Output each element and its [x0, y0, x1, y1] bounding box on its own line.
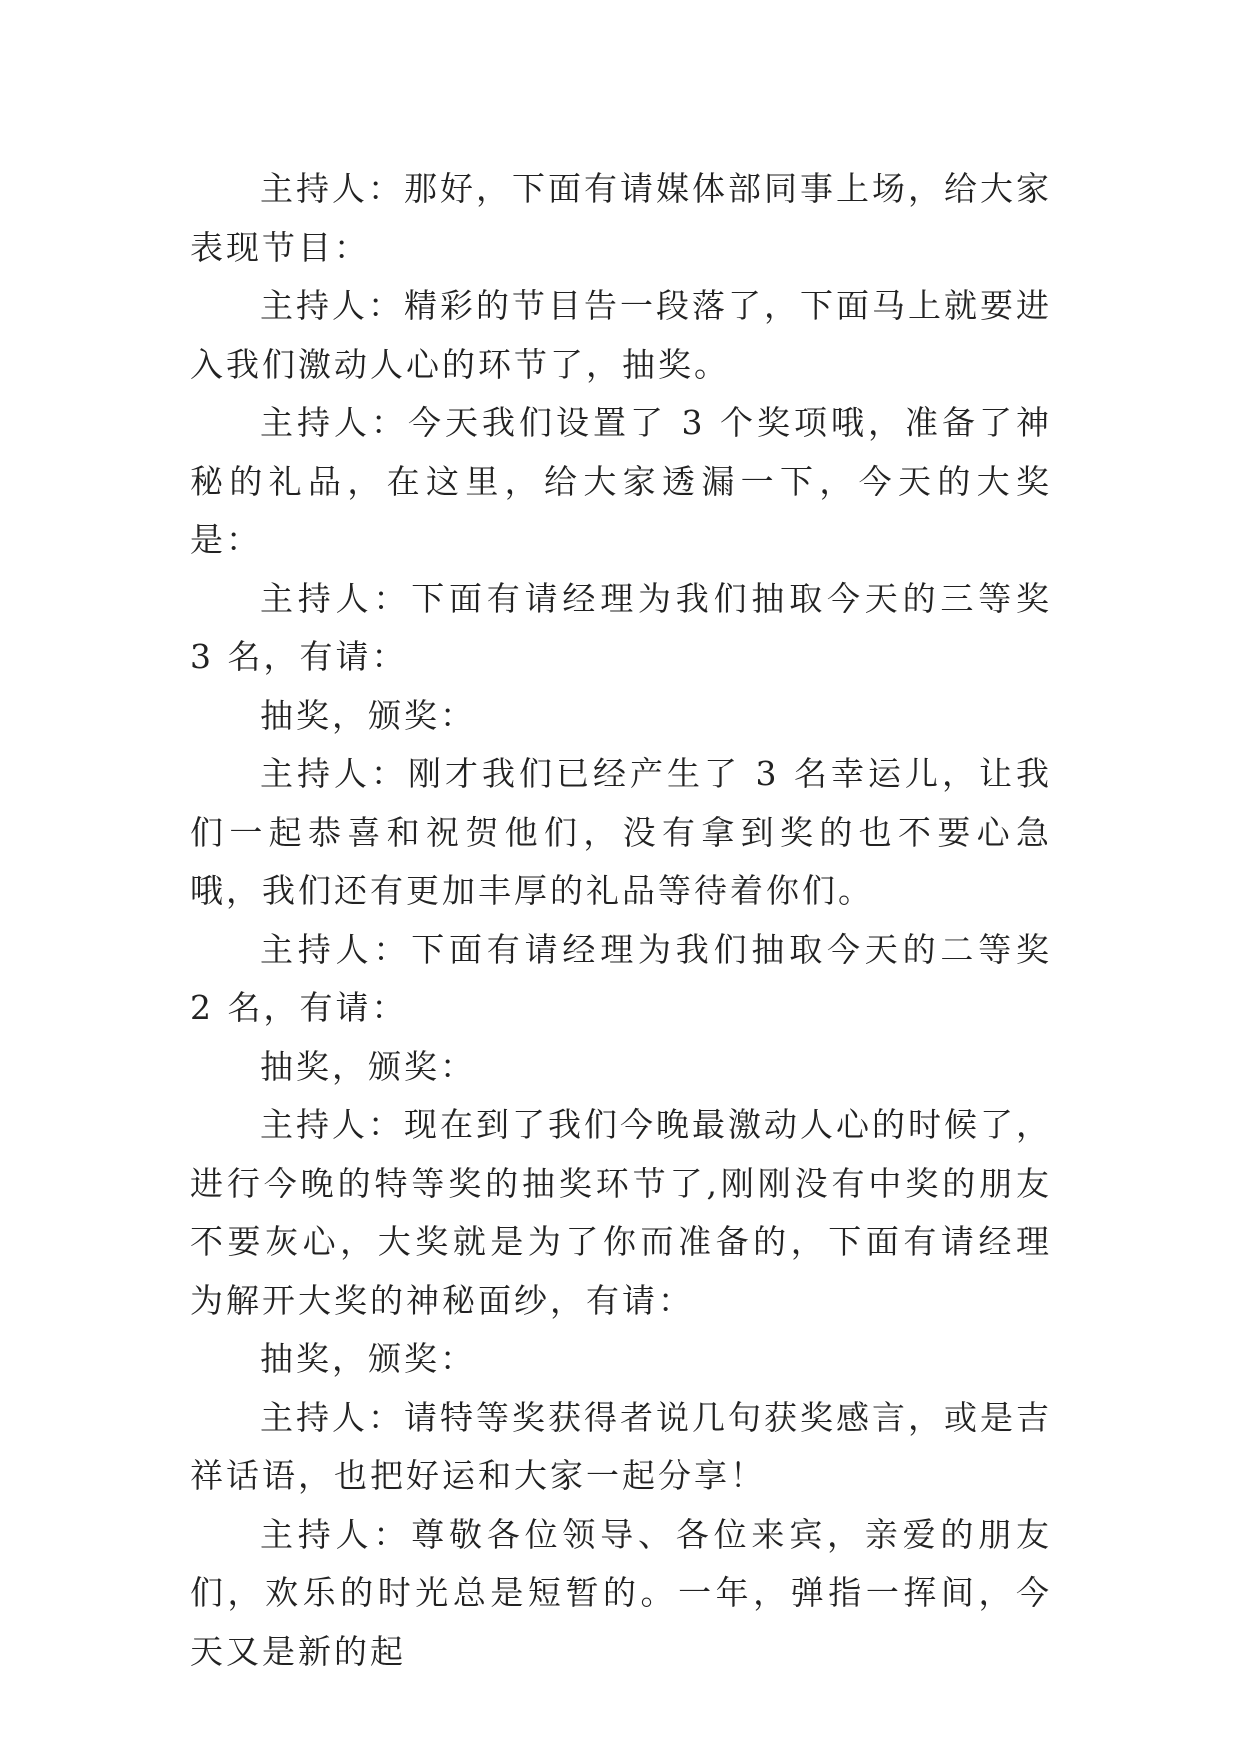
document-body [190, 160, 1052, 1681]
paragraph: 抽奖，颁奖： [260, 695, 476, 735]
paragraph: 主持人：精彩的节目告一段落了，下面马上就要进入我们激动人心的环节了，抽奖。 [190, 286, 1052, 384]
paragraph: 抽奖，颁奖： [260, 1046, 476, 1086]
paragraph: 主持人：今天我们设置了 3 个奖项哦，准备了神秘的礼品，在这里，给大家透漏一下，今天的大奖是： [190, 403, 1052, 559]
paragraph: 主持人：下面有请经理为我们抽取今天的二等奖 2 名，有请： [190, 929, 1052, 1027]
paragraph: 主持人：那好，下面有请媒体部同事上场，给大家表现节目： [190, 169, 1052, 267]
paragraph: 主持人：尊敬各位领导、各位来宾，亲爱的朋友们，欢乐的时光总是短暂的。一年，弹指一挥间，今天又是新的起 [190, 1514, 1052, 1671]
paragraph: 主持人：请特等奖获得者说几句获奖感言，或是吉祥话语，也把好运和大家一起分享！ [190, 1397, 1052, 1495]
paragraph: 主持人：刚才我们已经产生了 3 名幸运儿，让我们一起恭喜和祝贺他们，没有拿到奖的也不要心急哦，我们还有更加丰厚的礼品等待着你们。 [190, 754, 1052, 910]
paragraph: 主持人：下面有请经理为我们抽取今天的三等奖 3 名，有请： [190, 578, 1052, 676]
paragraph: 抽奖，颁奖： [260, 1339, 476, 1378]
paragraph: 主持人：现在到了我们今晚最激动人心的时候了，进行今晚的特等奖的抽奖环节了,刚刚没有中奖的朋友不要灰心，大奖就是为了你而准备的，下面有请经理为解开大奖的神秘面纱，有请： [190, 1105, 1052, 1320]
